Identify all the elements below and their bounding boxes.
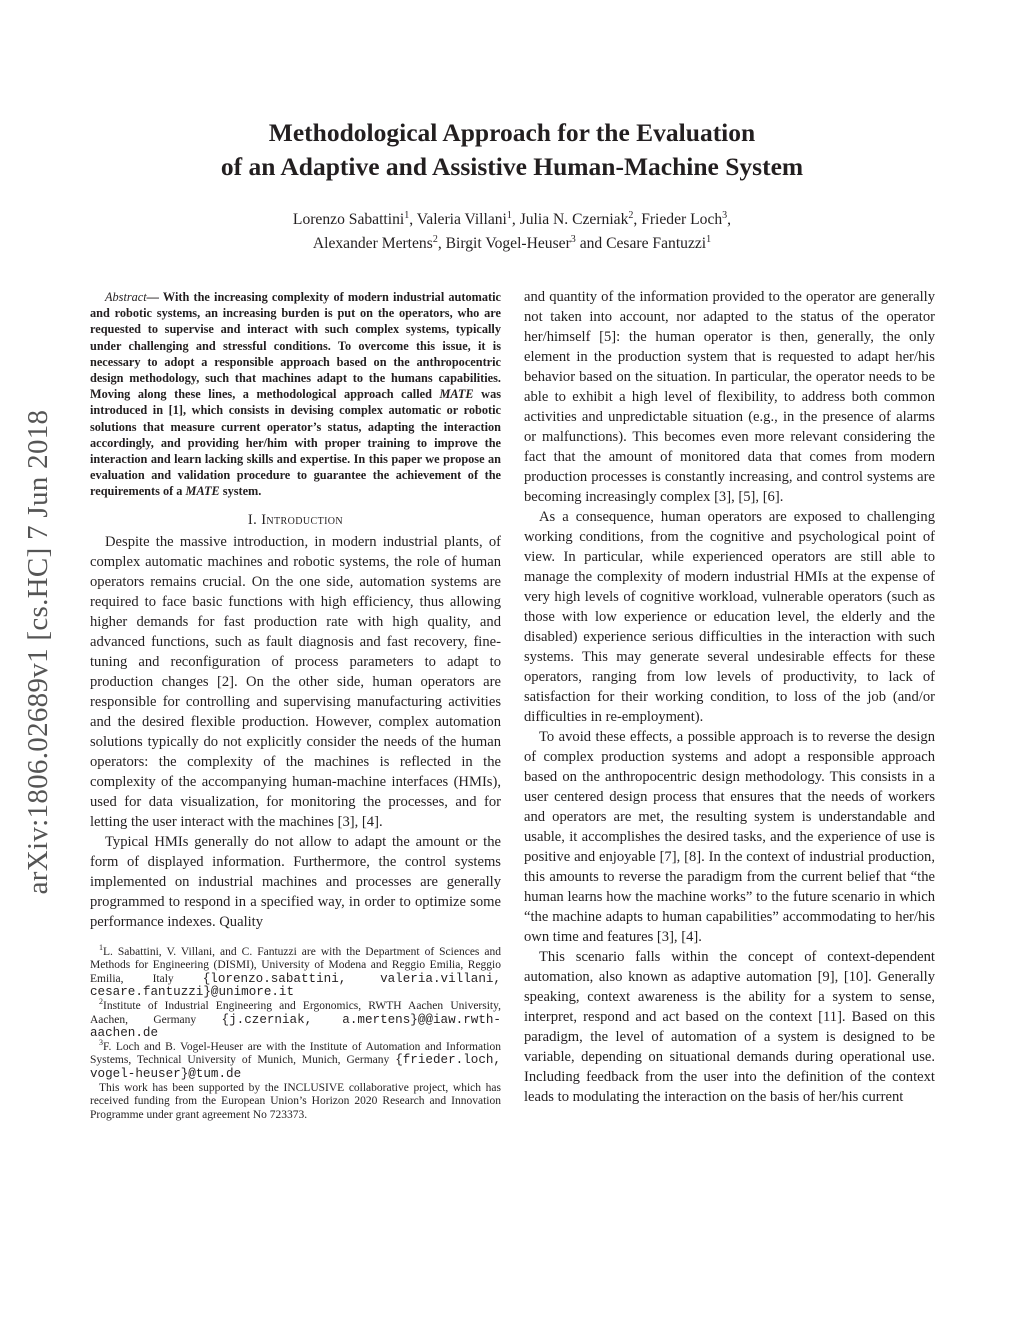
author-name: Birgit Vogel-Heuser bbox=[445, 235, 571, 252]
footnote-1 bbox=[90, 942, 501, 1000]
author-affiliation: 1 bbox=[506, 209, 512, 221]
title-line-2: of an Adaptive and Assistive Human-Machine System bbox=[220, 152, 804, 181]
author-separator: , bbox=[727, 211, 732, 228]
author-line-2 bbox=[0, 232, 1024, 256]
author-name: Julia N. Czerniak bbox=[519, 211, 629, 228]
abstract-mate: MATE bbox=[185, 484, 220, 499]
footnote-mark: 3 bbox=[99, 1037, 103, 1047]
footnote-email: {j.czerniak, a.mertens}@@iaw.rwth-aachen.de bbox=[90, 1012, 501, 1041]
author-name: Cesare Fantuzzi bbox=[606, 235, 707, 252]
author-list bbox=[0, 208, 1024, 256]
author-affiliation: 2 bbox=[432, 233, 438, 245]
footnote-mark: 1 bbox=[99, 942, 103, 952]
author-affiliation: 2 bbox=[628, 209, 634, 221]
footnote-text: Institute of Industrial Engineering and Ergonomics, RWTH Aachen University, Aachen, Germany bbox=[90, 1000, 501, 1026]
abstract-text-a: With the increasing complexity of modern industrial automatic and robotic systems, an increasing burden is put on the operators, who are requested to supervise and interact with such complex systems, typically under challenging and stressful conditions. To overcome this issue, it is necessary to adopt a responsible approach based on the anthropocentric design methodology, such that machines adapt to the humans capabilities. Moving along these lines, a methodological approach called bbox=[90, 290, 501, 402]
section-heading bbox=[90, 512, 501, 529]
body-paragraph: This scenario falls within the concept of context-dependent automation, also known as adaptive automation [9], [10]. Generally speaking, context awareness is the ability for a system to sense, interpret, respond and act based on the context [11]. Based on this paradigm, the level of automation of a system is designed to be variable, depending on situational demands during operational use. Including feedback from the user into the definition of the context leads to modulating the interaction on the basis of her/his current bbox=[524, 949, 935, 1105]
body-paragraph: To avoid these effects, a possible approach is to reverse the design of complex production systems and adopt a responsible approach based on the anthropocentric design methodology. This consists in a user centered design process that ensures that the needs of workers and operators are met, the resulting system is understandable and usable, it accomplishes the desired tasks, and the experience of use is positive and enjoyable [7], [8]. In the context of industrial production, this amounts to reverse the paradigm from the current belief that “the human learns how the machine works” to the future scenario in which “the machine adapts to human capabilities” accommodating to her/his own time and features [3], [4]. bbox=[524, 729, 935, 945]
right-column bbox=[524, 287, 935, 1107]
author-affiliation: 3 bbox=[570, 233, 576, 245]
author-affiliation: 1 bbox=[404, 209, 410, 221]
funding-note: This work has been supported by the INCLUSIVE collaborative project, which has received funding from the European Union’s Horizon 2020 Research and Innovation Programme under grant agreement No 723373. bbox=[90, 1081, 501, 1121]
author-separator: , bbox=[511, 211, 520, 228]
paper-title bbox=[0, 116, 1024, 184]
author-name: Lorenzo Sabattini bbox=[292, 211, 405, 228]
footnote-3 bbox=[90, 1037, 501, 1082]
title-line-1: Methodological Approach for the Evaluation bbox=[268, 118, 756, 147]
author-name: Frieder Loch bbox=[641, 211, 723, 228]
abstract-mate: MATE bbox=[439, 387, 474, 402]
footnote-mark: 2 bbox=[99, 997, 103, 1007]
abstract-text-b: was introduced in [1], which consists in devising complex automatic or robotic solutions that measure current operator’s status, adapting the interaction accordingly, and providing her/him with proper training to improve the interaction and learn lacking skills and expertise. In this paper we propose an evaluation and validation procedure to guarantee the achievement of the requirements of a bbox=[90, 387, 501, 499]
author-affiliation: 3 bbox=[722, 209, 728, 221]
abstract-text-c: system. bbox=[219, 484, 262, 499]
author-affiliation: 1 bbox=[706, 233, 712, 245]
footnote-text: L. Sabattini, V. Villani, and C. Fantuzzi are with the Department of Sciences and Methods for Engineering (DISMI), University of Modena and Reggio Emilia, Reggio Emilia, Italy bbox=[90, 945, 501, 985]
author-name: Alexander Mertens bbox=[312, 235, 433, 252]
section-number: I. bbox=[247, 511, 262, 528]
arxiv-identifier: arXiv:1806.02689v1 [cs.HC] 7 Jun 2018 bbox=[22, 409, 54, 895]
author-separator: , bbox=[437, 235, 446, 252]
author-name: Valeria Villani bbox=[416, 211, 507, 228]
arxiv-sidebar bbox=[18, 366, 58, 938]
footnote-email: {lorenzo.sabattini, valeria.villani, cesare.fantuzzi}@unimore.it bbox=[90, 971, 501, 1000]
author-separator: and bbox=[575, 235, 607, 252]
abstract-label: Abstract bbox=[105, 290, 147, 304]
footnote-email: {frieder.loch, vogel-heuser}@tum.de bbox=[90, 1053, 501, 1081]
author-separator: , bbox=[633, 211, 642, 228]
abstract bbox=[90, 289, 501, 500]
left-column bbox=[90, 289, 501, 1122]
body-paragraph: Despite the massive introduction, in modern industrial plants, of complex automatic machines and robotic systems, the role of human operators remains crucial. On the one side, automation systems are required to face basic functions with high efficiency, thus allowing higher demands for fast production rate with high quality, and advanced functions, such as fault diagnosis and fast recovery, fine-tuning and reconfiguration of process parameters to adapt to production changes [2]. On the other side, human operators are responsible for controlling and supervising manufacturing activities and the desired flexible production. However, complex automation solutions typically do not explicitly consider the needs of the human operators: the complexity of the machines is reflected in the complexity of the accompanying human-machine interfaces (HMIs), used for data visualization, for monitoring the processes, and for letting the user interact with the machines [3], [4]. bbox=[90, 533, 501, 830]
section-title: Introduction bbox=[261, 511, 344, 528]
abstract-dash: — bbox=[146, 290, 159, 304]
body-paragraph: Typical HMIs generally do not allow to adapt the amount or the form of displayed information. Furthermore, the control systems implemented on industrial machines and processes are generally programmed to respond in a specified way, in order to optimize some performance indexes. Quality bbox=[90, 833, 501, 930]
author-separator: , bbox=[409, 211, 417, 228]
body-paragraph: As a consequence, human operators are exposed to challenging working conditions, from the cognitive and psychological point of view. In particular, while experienced operators are still able to manage the complexity of modern industrial HMIs at the expense of very high levels of cognitive workload, vulnerable operators (such as those with low experience or education level, the elderly and the disabled) experience serious difficulties in the interaction with such systems. This may generate several undesirable effects for these operators, ranging from low levels of productivity, to lack of satisfaction for their working condition, to loss of the job (and/or difficulties in re-employment). bbox=[524, 509, 935, 725]
footnote-2 bbox=[90, 997, 501, 1041]
footnote-text: F. Loch and B. Vogel-Heuser are with the Institute of Automation and Information Systems, Technical University of Munich, Munich, Germany bbox=[90, 1040, 501, 1067]
author-line-1 bbox=[0, 208, 1024, 232]
body-paragraph: and quantity of the information provided to the operator are generally not taken into account, nor adapted to the status of the operator her/himself [5]: the human operator is then, generally, the only element in the production system that is requested to adapt her/his behavior based on the situation. In particular, the operator needs to be able to exhibit a high level of flexibility, to address both common activities and unpredictable situation (e.g., in the presence of alarms or malfunctions). This becomes even more relevant considering the fact that the amount of monitored data that comes from modern production processes is constantly increasing, and control systems are becoming increasingly complex [3], [5], [6]. bbox=[524, 289, 935, 505]
